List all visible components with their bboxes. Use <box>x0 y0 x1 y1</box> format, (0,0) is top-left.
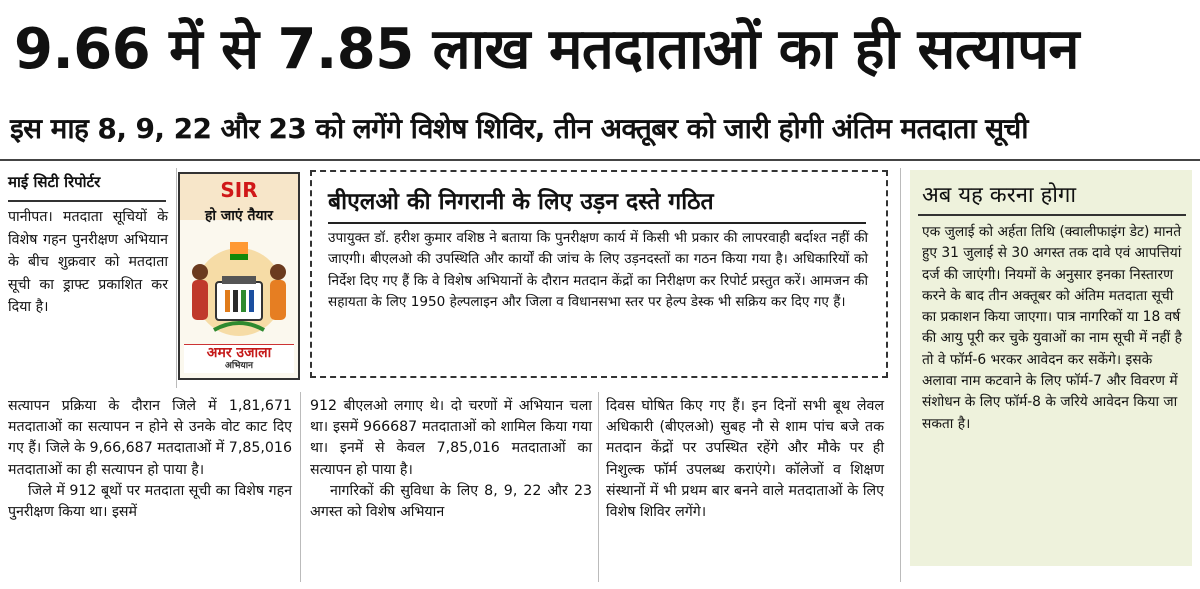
column-divider-2 <box>598 392 599 582</box>
lead-divider <box>176 168 177 388</box>
campaign-logo <box>178 172 300 380</box>
column-divider-3 <box>900 168 901 582</box>
sidebar-title-underline <box>918 214 1186 216</box>
sidebar-title: अब यह करना होगा <box>922 183 1077 208</box>
article-column-2 <box>310 396 592 584</box>
logo-sir-text: SIR <box>220 178 258 202</box>
column-3-paragraph-1: दिवस घोषित किए गए हैं। इन दिनों सभी बूथ लेवल अधिकारी (बीएलओ) सुबह नौ से शाम पांच बजे तक मतदान केंद्रों पर उपस्थित रहेंगे और मौके पर ही निशुल्क फॉर्म उपलब्ध कराएंगे। कॉलेजों व शिक्षण संस्थानों में भी प्रथम बार बनने वाले मतदाताओं के लिए विशेष शिविर लगेंगे। <box>606 398 884 521</box>
column-1-paragraph-2: जिले में 912 बूथों पर मतदाता सूची का विशेष गहन पुनरीक्षण किया था। इसमें <box>8 482 292 521</box>
article-column-3 <box>606 396 884 584</box>
column-divider-1 <box>300 392 301 582</box>
sidebar-body: एक जुलाई को अर्हता तिथि (क्वालीफाइंग डेट) मानते हुए 31 जुलाई से 30 अगस्त तक दावे एवं आपत्तियां दर्ज की जाएंगी। नियमों के अनुसार इनका निस्तारण करने के बाद तीन अक्तूबर को अंतिम मतदाता सूची का प्रकाशन किया जाएगा। पात्र नागरिकों या 18 वर्ष की आयु पूरी कर चुके युवाओं का नाम सूची में नहीं है तो वे फॉर्म-6 भरकर आवेदन कर सकेंगे। इसके अलावा नाम कटवाने के लिए फॉर्म-7 और विवरण में संशोधन के लिए फॉर्म-8 के जरिये आवेदन किया जा सकता है। <box>922 224 1182 432</box>
logo-tagline: हो जाएं तैयार <box>204 208 274 224</box>
brand-sub: अभियान <box>224 361 254 371</box>
inset-body: उपायुक्त डॉ. हरीश कुमार वशिष्ठ ने बताया कि पुनरीक्षण कार्य में किसी भी प्रकार की लापरवाही बर्दाश्त नहीं की जाएगी। बीएलओ की उपस्थिति और कार्यों की जांच के लिए उड़नदस्तों का गठन किया गया है। अधिकारियों को निर्देश दिए गए हैं कि वे विशेष अभियानों के दौरान मतदान केंद्रों का निरीक्षण कर रिपोर्ट प्रस्तुत करें। आमजन की सहायता के लिए 1950 हेल्पलाइन और जिला व विधानसभा स्तर पर हेल्प डेस्क भी सक्रिय कर दिए गए हैं। <box>328 230 869 310</box>
byline-divider <box>8 200 166 202</box>
brand-block <box>184 344 294 373</box>
inset-title-underline <box>328 222 866 224</box>
top-divider <box>0 159 1200 161</box>
headline: 9.66 में से 7.85 लाख मतदाताओं का ही सत्यापन <box>14 17 1079 82</box>
election-illustration-icon <box>184 232 294 342</box>
lead-paragraph: पानीपत। मतदाता सूचियों के विशेष गहन पुनरीक्षण अभियान के बीच शुक्रवार को मतदाता सूची का ड्राफ्ट प्रकाशित कर दिया है। <box>8 209 168 315</box>
byline: माई सिटी रिपोर्टर <box>8 173 101 191</box>
column-1-paragraph-1: सत्यापन प्रक्रिया के दौरान जिले में 1,81,671 मतदाताओं का सत्यापन न होने से उनके वोट काट दिए गए हैं। जिले के 9,66,687 मतदाताओं में 7,85,016 मतदाताओं का ही सत्यापन हो पाया है। <box>8 398 292 478</box>
column-2-paragraph-2: नागरिकों की सुविधा के लिए 8, 9, 22 और 23 अगस्त को विशेष अभियान <box>310 482 592 521</box>
inset-title: बीएलओ की निगरानी के लिए उड़न दस्ते गठित <box>328 189 714 215</box>
subheadline: इस माह 8, 9, 22 और 23 को लगेंगे विशेष शिविर, तीन अक्तूबर को जारी होगी अंतिम मतदाता सूची <box>10 112 1028 145</box>
article-column-1 <box>8 396 292 584</box>
column-2-paragraph-1: 912 बीएलओ लगाए थे। दो चरणों में अभियान चला था। इसमें 966687 मतदाताओं को शामिल किया गया था। इनमें से केवल 7,85,016 मतदाताओं का सत्यापन हो पाया है। <box>310 398 592 478</box>
brand-name: अमर उजाला <box>206 345 272 361</box>
